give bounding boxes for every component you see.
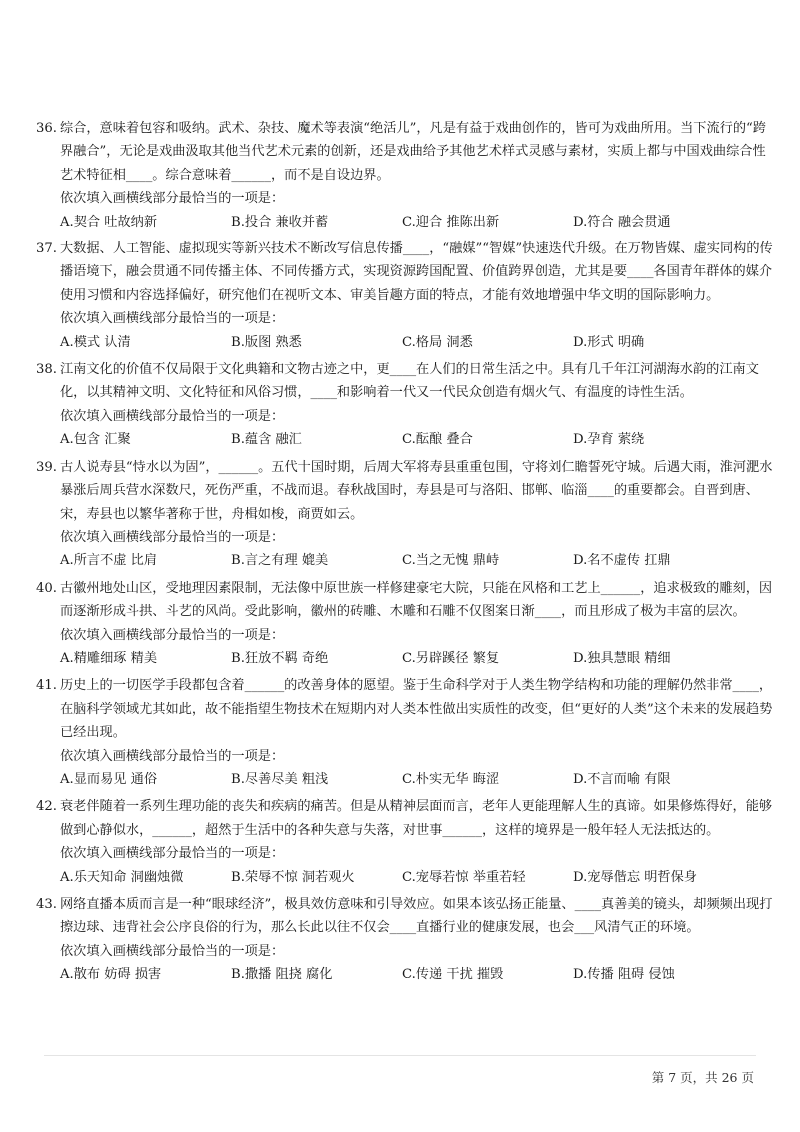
- option-row: [36, 331, 776, 354]
- question-instruction: 依次填入画横线部分最恰当的一项是：: [60, 529, 285, 545]
- footer-divider: [44, 1055, 756, 1056]
- question-instruction: 依次填入画横线部分最恰当的一项是：: [60, 627, 285, 643]
- page-number: 第 7 页，共 26 页: [651, 1070, 754, 1085]
- option-c: C.传递 干扰 摧毁: [402, 967, 504, 983]
- question-37: [36, 237, 776, 354]
- question-38: [36, 358, 776, 452]
- question-number: 43.: [36, 897, 57, 912]
- option-row: [36, 768, 776, 791]
- question-text: 网络直播本质而言是一种“眼球经济”，极具效仿意味和引导效应。如果本该弘扬正能量、____真善美的镜头，却频频出现打擦边球、违背社会公序良俗的行为，那么长此以往不仅会____直播行业的健康发展，也会___风清气正的环境。: [60, 897, 773, 936]
- option-row: [36, 211, 776, 234]
- question-42: [36, 795, 776, 889]
- question-number: 36.: [36, 121, 57, 136]
- option-c: C.酝酿 叠合: [402, 432, 473, 448]
- question-40: [36, 577, 776, 671]
- question-text: 衰老伴随着一系列生理功能的丧失和疾病的痛苦。但是从精神层面而言，老年人更能理解人生的真谛。如果修炼得好，能够做到心静似水，______，超然于生活中的各种失意与失落，对世事______，这样的境界是一般年轻人无法抵达的。: [60, 799, 773, 838]
- option-c: C.宠辱若惊 举重若轻: [402, 869, 526, 885]
- option-b: B.狂放不羁 奇绝: [231, 650, 329, 666]
- question-text: 古人说寿县“恃水以为固”，______。五代十国时期，后周大军将寿县重重包围，守将刘仁瞻誓死守城。后遇大雨，淮河淝水暴涨后周兵营水深数尺，死伤严重，不战而退。春秋战国时，寿县是可与洛阳、邯郸、临淄____的重要都会。自晋到唐、宋，寿县也以繁华著称于世，舟楫如梭，商贾如云。: [60, 459, 773, 522]
- option-d: D.宠辱偕忘 明哲保身: [573, 869, 697, 885]
- option-d: D.不言而喻 有限: [573, 771, 671, 787]
- question-instruction: 依次填入画横线部分最恰当的一项是：: [60, 943, 285, 959]
- question-text: 综合，意味着包容和吸纳。武术、杂技、魔术等表演“绝活儿”，凡是有益于戏曲创作的，皆可为戏曲所用。当下流行的“跨界融合”，无论是戏曲汲取其他当代艺术元素的创新，还是戏曲给予其他艺术样式灵感与素材，实质上都与中国戏曲综合性艺术特征相____。综合意味着______，而不是自设边界。: [60, 121, 766, 183]
- option-b: B.尽善尽美 粗浅: [231, 771, 329, 787]
- option-a: A.显而易见 通俗: [60, 771, 158, 787]
- question-36: [36, 117, 776, 234]
- option-a: A.模式 认清: [60, 334, 131, 350]
- option-a: A.精雕细琢 精美: [60, 650, 158, 666]
- option-d: D.符合 融会贯通: [573, 214, 671, 230]
- option-a: A.散布 妨碍 损害: [60, 967, 162, 983]
- option-c: C.格局 洞悉: [402, 334, 473, 350]
- option-a: A.所言不虚 比肩: [60, 553, 158, 569]
- question-instruction: 依次填入画横线部分最恰当的一项是：: [60, 846, 285, 862]
- option-d: D.传播 阻碍 侵蚀: [573, 967, 675, 983]
- option-d: D.孕育 萦绕: [573, 432, 645, 448]
- option-d: D.形式 明确: [573, 334, 645, 350]
- option-c: C.当之无愧 鼎峙: [402, 553, 500, 569]
- option-b: B.投合 兼收并蓄: [231, 214, 329, 230]
- question-instruction: 依次填入画横线部分最恰当的一项是：: [60, 191, 285, 207]
- question-instruction: 依次填入画横线部分最恰当的一项是：: [60, 408, 285, 424]
- option-b: B.版图 熟悉: [231, 334, 302, 350]
- option-b: B.荣辱不惊 洞若观火: [231, 869, 355, 885]
- question-43: [36, 893, 776, 987]
- question-number: 39.: [36, 459, 57, 475]
- question-39: [36, 456, 776, 573]
- option-d: D.独具慧眼 精细: [573, 650, 671, 666]
- option-b: B.蕴含 融汇: [231, 432, 302, 448]
- question-number: 40.: [36, 580, 57, 596]
- question-41: [36, 674, 776, 791]
- option-c: C.朴实无华 晦涩: [402, 771, 500, 787]
- question-instruction: 依次填入画横线部分最恰当的一项是：: [60, 311, 285, 327]
- question-number: 38.: [36, 362, 57, 378]
- option-row: [36, 549, 776, 572]
- option-row: [36, 647, 776, 670]
- question-text: 江南文化的价值不仅局限于文化典籍和文物古迹之中，更____在人们的日常生活之中。具有几千年江河湖海水韵的江南文化，以其精神文明、文化特征和风俗习惯，____和影响着一代又一代民众创造有烟火气、有温度的诗性生活。: [60, 362, 759, 401]
- option-row: [36, 428, 776, 451]
- option-row: [36, 866, 776, 889]
- question-text: 历史上的一切医学手段都包含着______的改善身体的愿望。鉴于生命科学对于人类生物学结构和功能的理解仍然非常____，在脑科学领域尤其如此，故不能指望生物技术在短期内对人类本性做出实质性的改变，但“更好的人类”这个未来的发展趋势已经出现。: [60, 678, 773, 741]
- option-b: B.言之有理 媲美: [231, 553, 329, 569]
- option-b: B.撒播 阻挠 腐化: [231, 967, 333, 983]
- question-list: [36, 117, 776, 987]
- question-number: 42.: [36, 799, 57, 815]
- question-number: 41.: [36, 678, 57, 694]
- option-row: [36, 963, 776, 986]
- question-text: 古徽州地处山区，受地理因素限制，无法像中原世族一样修建豪宅大院，只能在风格和工艺上______，追求极致的雕刻，因而逐渐形成斗拱、斗艺的风尚。受此影响，徽州的砖雕、木雕和石雕不仅图案日渐____，而且形成了极为丰富的层次。: [60, 580, 773, 620]
- option-c: C.迎合 推陈出新: [402, 214, 500, 230]
- question-instruction: 依次填入画横线部分最恰当的一项是：: [60, 748, 285, 764]
- option-a: A.契合 吐故纳新: [60, 214, 158, 230]
- question-text: 大数据、人工智能、虚拟现实等新兴技术不断改写信息传播____，“融媒”“智媒”快速迭代升级。在万物皆媒、虚实同构的传播语境下，融会贯通不同传播主体、不同传播方式，实现资源跨国配置、价值跨界创造，尤其是要____各国青年群体的媒介使用习惯和内容选择偏好，研究他们在视听文本、审美旨趣方面的特点，才能有效地增强中华文明的国际影响力。: [60, 241, 773, 303]
- option-a: A.包含 汇聚: [60, 432, 131, 448]
- option-d: D.名不虚传 扛鼎: [573, 553, 671, 569]
- question-number: 37.: [36, 241, 57, 257]
- option-a: A.乐天知命 洞幽烛微: [60, 869, 184, 885]
- option-c: C.另辟蹊径 繁复: [402, 650, 500, 666]
